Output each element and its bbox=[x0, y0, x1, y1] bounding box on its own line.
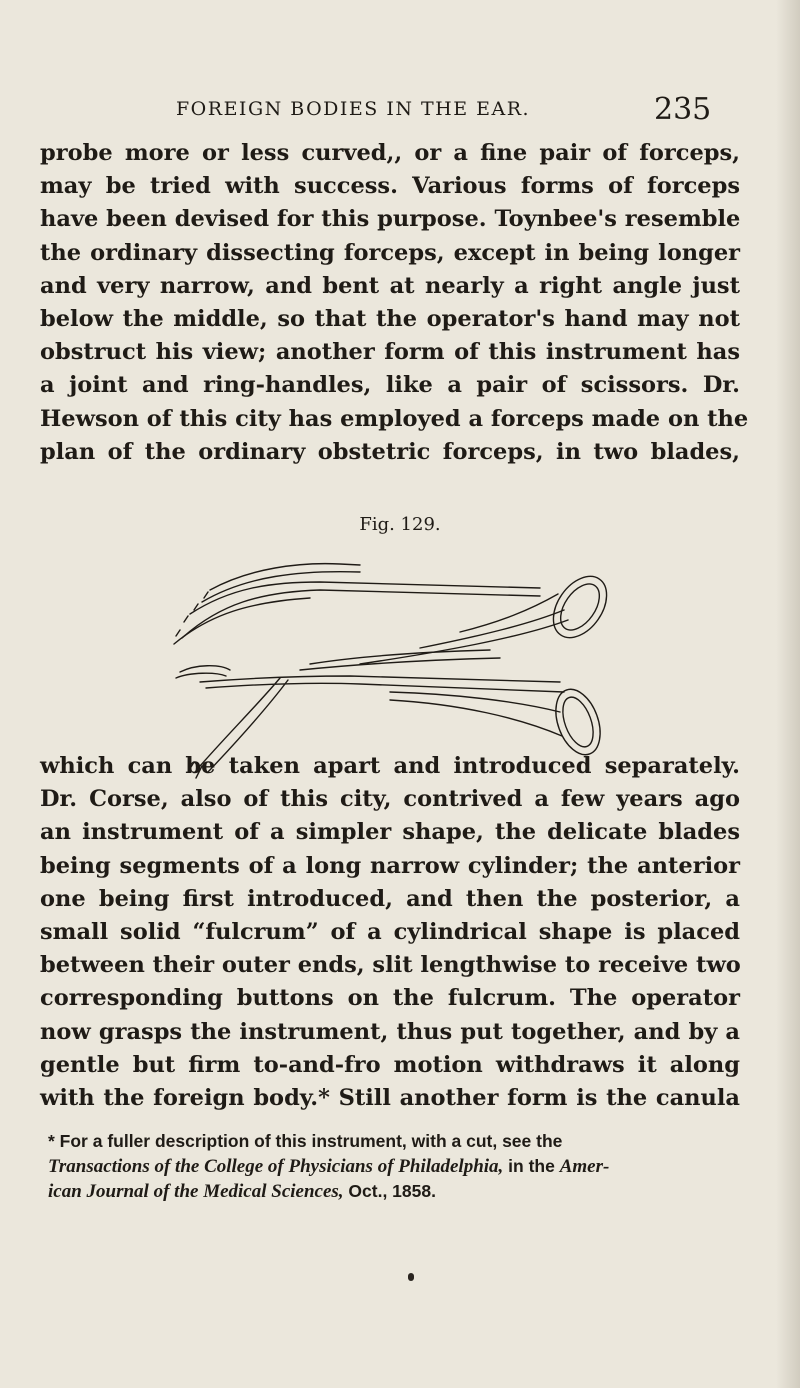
text-line: and very narrow, and bent at nearly a right angle just bbox=[40, 272, 740, 299]
text-line: now grasps the instrument, thus put together, and by a bbox=[40, 1018, 740, 1045]
footnote-line: * For a fuller description of this instrument, with a cut, see the bbox=[48, 1131, 563, 1151]
text-line: a joint and ring-handles, like a pair of scissors. Dr. bbox=[40, 372, 740, 399]
footnote-text: in the bbox=[503, 1155, 560, 1176]
paragraph-1 bbox=[40, 137, 749, 469]
footnote bbox=[48, 1129, 738, 1205]
ink-mark bbox=[408, 1273, 414, 1281]
text-line: Dr. Corse, also of this city, contrived a few years ago bbox=[40, 786, 740, 813]
paragraph-2 bbox=[40, 750, 740, 1115]
footnote-citation: Amer- bbox=[559, 1155, 610, 1177]
text-line: gentle but firm to-and-fro motion withdraws it along bbox=[40, 1051, 740, 1078]
text-line: obstruct his view; another form of this instrument has bbox=[40, 339, 740, 366]
text-line: probe more or less curved,, or a fine pair of forceps, bbox=[40, 140, 740, 166]
text-line: the ordinary dissecting forceps, except in being longer bbox=[40, 239, 740, 266]
footnote-citation: Transactions of the College of Physicians of Philadelphia, bbox=[48, 1155, 504, 1177]
page-spine-shadow bbox=[776, 0, 800, 1388]
figure-caption: Fig. 129. bbox=[359, 514, 441, 535]
text-line: between their outer ends, slit lengthwise to receive two bbox=[40, 952, 741, 979]
text-line: plan of the ordinary obstetric forceps, in two blades, bbox=[40, 438, 740, 465]
footnote-line bbox=[48, 1179, 738, 1205]
text-line: with the foreign body.* Still another form is the canula bbox=[40, 1085, 740, 1112]
text-line: below the middle, so that the operator's hand may not bbox=[40, 306, 740, 333]
footnote-line bbox=[48, 1154, 738, 1180]
text-line: Hewson of this city has employed a forceps made on the bbox=[40, 405, 749, 432]
text-line: may be tried with success. Various forms of forceps bbox=[40, 173, 740, 200]
text-line: which can be taken apart and introduced separately. bbox=[40, 753, 740, 779]
text-line: an instrument of a simpler shape, the delicate blades bbox=[40, 819, 740, 846]
forceps-illustration bbox=[160, 552, 610, 780]
page-header bbox=[0, 92, 800, 128]
text-line: one being first introduced, and then the posterior, a bbox=[40, 885, 740, 912]
page-number: 235 bbox=[654, 92, 712, 127]
text-line: corresponding buttons on the fulcrum. The operator bbox=[40, 985, 740, 1012]
text-line: small solid “fulcrum” of a cylindrical shape is placed bbox=[40, 919, 740, 946]
text-line: have been devised for this purpose. Toynbee's resemble bbox=[40, 206, 741, 233]
footnote-text: Oct., 1858. bbox=[343, 1181, 436, 1201]
running-title: FOREIGN BODIES IN THE EAR. bbox=[176, 98, 531, 120]
footnote-citation: ican Journal of the Medical Sciences, bbox=[48, 1181, 344, 1202]
text-line: being segments of a long narrow cylinder; the anterior bbox=[40, 852, 740, 879]
